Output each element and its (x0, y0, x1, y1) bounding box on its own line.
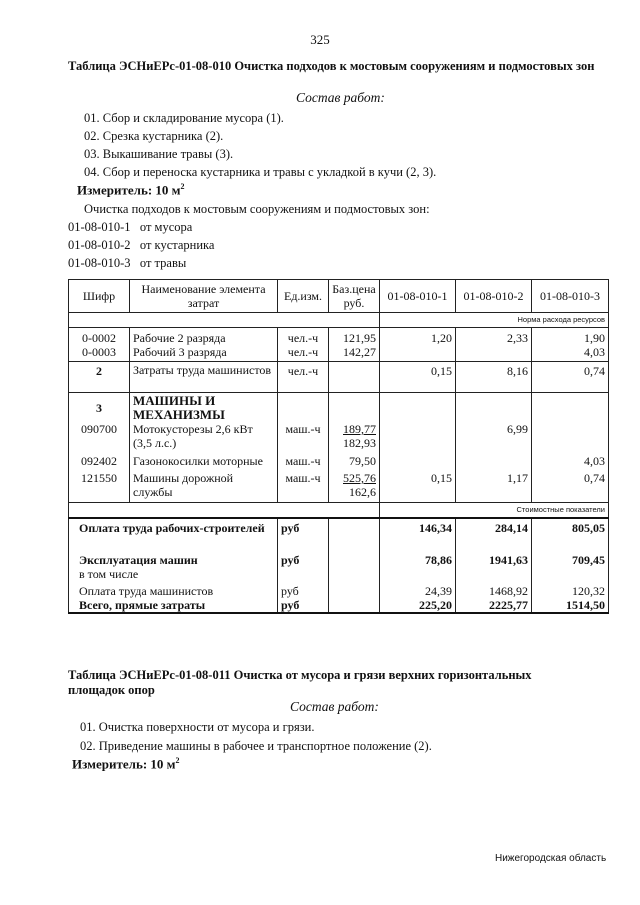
header-col3: 01-08-010-3 (532, 280, 609, 313)
table-header-row (69, 280, 609, 313)
table1-work-1: 01. Сбор и складирование мусора (1). (84, 111, 284, 125)
table2-sostav-label: Состав работ: (290, 699, 379, 714)
cost-row: Оплата труда машинистов руб 24,39 1468,92 120,32 (69, 581, 609, 598)
header-unit: Ед.изм. (278, 280, 329, 313)
cost-row: Оплата труда рабочих-строителей руб 146,34 284,14 805,05 (69, 518, 609, 551)
footer-region: Нижегородская область (495, 853, 607, 864)
table-row: 2 Затраты труда машинистов чел.-ч 0,15 8,16 0,74 (69, 362, 609, 393)
table1-work-3: 03. Выкашивание травы (3). (84, 147, 234, 161)
norm-subheader (69, 313, 609, 328)
table1-intro: Очистка подходов к мостовым сооружениям и подмостовых зон: (84, 202, 430, 216)
table1-work-2: 02. Срезка кустарника (2). (84, 129, 224, 143)
table2-title: Таблица ЭСНиЕРс-01-08-011 Очистка от мусора и грязи верхних горизонтальных площадок опор (68, 668, 532, 697)
code-row-3: 01-08-010-3 от травы (68, 256, 187, 270)
header-col1: 01-08-010-1 (380, 280, 456, 313)
header-name: Наименование элемента затрат (130, 280, 278, 313)
code-row-1: 01-08-010-1 от мусора (68, 220, 193, 234)
table1-work-4: 04. Сбор и переноска кустарника и травы с укладкой в кучи (2, 3). (84, 165, 437, 179)
header-col2: 01-08-010-2 (456, 280, 532, 313)
table-row: 092402 Газонокосилки моторные маш.-ч 79,50 4,03 (69, 450, 609, 468)
table2-measure: Измеритель: 10 $м^2$ (72, 756, 180, 772)
cost-label: Стоимостные показатели (380, 503, 609, 519)
norms-table (68, 279, 609, 614)
table-row: 0-0002 Рабочие 2 разряда чел.-ч 121,95 1,20 2,33 1,90 (69, 328, 609, 346)
table1-title: Таблица ЭСНиЕРс-01-08-010 Очистка подходов к мостовым сооружениям и подмостовых зон (68, 59, 595, 73)
table2-work-1: 01. Очистка поверхности от мусора и грязи. (80, 720, 315, 734)
cost-row: Всего, прямые затраты руб 225,20 2225,77 1514,50 (69, 598, 609, 613)
cost-row: Эксплуатация машин в том числе руб 78,86 1941,63 709,45 (69, 551, 609, 581)
code-row-2: 01-08-010-2 от кустарника (68, 238, 215, 252)
table-row: 090700 Мотокусторезы 2,6 кВт (3,5 л.с.) маш.-ч 189,77 182,93 6,99 (69, 422, 609, 450)
table-row: 121550 Машины дорожной службы маш.-ч 525,76 162,6 0,15 1,17 0,74 (69, 468, 609, 503)
table-row: 3 МАШИНЫ И МЕХАНИЗМЫ (69, 393, 609, 423)
page-number: 325 (310, 32, 330, 47)
table1-measure: Измеритель: 10 $м^2$ (77, 182, 185, 198)
norm-label: Норма расхода ресурсов (380, 313, 609, 328)
table1-sostav-label: Состав работ: (296, 90, 385, 105)
cost-subheader (69, 503, 609, 519)
table2-work-2: 02. Приведение машины в рабочее и транспортное положение (2). (80, 739, 432, 753)
header-price: Баз.цена руб. (329, 280, 380, 313)
table-row: 0-0003 Рабочий 3 разряда чел.-ч 142,27 4,03 (69, 345, 609, 362)
header-shifr: Шифр (69, 280, 130, 313)
